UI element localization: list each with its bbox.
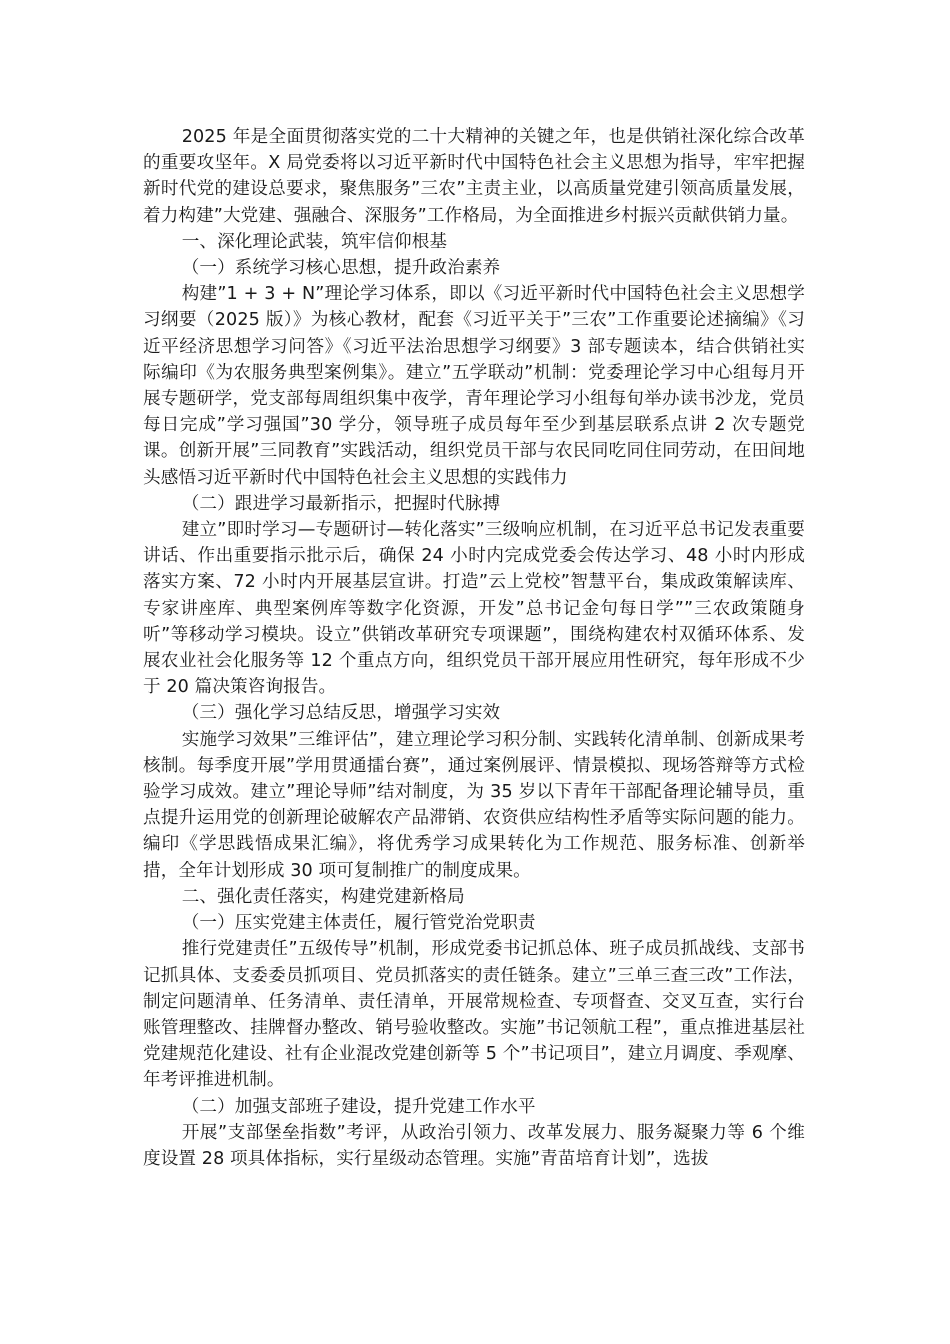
section-heading-1: 一、深化理论武装，筑牢信仰根基 xyxy=(181,231,448,252)
subsection-heading-2-1: （一）压实党建主体责任，履行管党治党职责 xyxy=(181,913,536,934)
body-paragraph-1-1: 构建”1 + 3 + N”理论学习体系，即以《习近平新时代中国特色社会主义思想学习纲要（2025 版）》为核心教材，配套《习近平关于”三农”工作重要论述摘编》《习近平经济思想学习问答》《习近平法治思想学习纲要》3 部专题读本，结合供销社实际编印《为农服务典型案例集》。建立”五学联动”机制：党委理论学习中心组每月开展专题研学，党支部每周组织集中夜学，青年理论学习小组每旬举办读书沙龙，党员每日完成”学习强国”30 学分，领导班子成员每年至少到基层联系点讲 2 次专题党课。创新开展”三同教育”实践活动，组织党员干部与农民同吃同住同劳动，在田间地头感悟习近平新时代中国特色社会主义思想的实践伟力 xyxy=(143,284,805,488)
body-paragraph-2-2: 开展”支部堡垒指数”考评，从政治引领力、改革发展力、服务凝聚力等 6 个维度设置 28 项具体指标，实行星级动态管理。实施”青苗培育计划”，选拔 xyxy=(143,1122,805,1169)
subsection-heading-1-2: （二）跟进学习最新指示，把握时代脉搏 xyxy=(181,493,501,514)
document-body xyxy=(143,124,805,1172)
subsection-heading-1-1: （一）系统学习核心思想，提升政治素养 xyxy=(181,258,501,279)
subsection-heading-2-2: （二）加强支部班子建设，提升党建工作水平 xyxy=(181,1096,536,1117)
body-paragraph-2-1: 推行党建责任”五级传导”机制，形成党委书记抓总体、班子成员抓战线、支部书记抓具体、支委委员抓项目、党员抓落实的责任链条。建立”三单三查三改”工作法，制定问题清单、任务清单、责任清单，开展常规检查、专项督查、交叉互查，实行台账管理整改、挂牌督办整改、销号验收整改。实施”书记领航工程”，重点推进基层社党建规范化建设、社有企业混改党建创新等 5 个”书记项目”，建立月调度、季观摩、年考评推进机制。 xyxy=(143,939,805,1091)
section-heading-2: 二、强化责任落实，构建党建新格局 xyxy=(181,886,465,907)
body-paragraph-1-3: 实施学习效果”三维评估”，建立理论学习积分制、实践转化清单制、创新成果考核制。每季度开展”学用贯通擂台赛”，通过案例展评、情景模拟、现场答辩等方式检验学习成效。建立”理论导师”结对制度，为 35 岁以下青年干部配备理论辅导员，重点提升运用党的创新理论破解农产品滞销、农资供应结构性矛盾等实际问题的能力。编印《学思践悟成果汇编》，将优秀学习成果转化为工作规范、服务标准、创新举措，全年计划形成 30 项可复制推广的制度成果。 xyxy=(143,729,805,881)
intro-paragraph: 2025 年是全面贯彻落实党的二十大精神的关键之年，也是供销社深化综合改革的重要攻坚年。X 局党委将以习近平新时代中国特色社会主义思想为指导，牢牢把握新时代党的建设总要求，聚焦服务”三农”主责主业，以高质量党建引领高质量发展，着力构建”大党建、强融合、深服务”工作格局，为全面推进乡村振兴贡献供销力量。 xyxy=(143,127,805,226)
subsection-heading-1-3: （三）强化学习总结反思，增强学习实效 xyxy=(181,703,501,724)
body-paragraph-1-2: 建立”即时学习—专题研讨—转化落实”三级响应机制，在习近平总书记发表重要讲话、作出重要指示批示后，确保 24 小时内完成党委会传达学习、48 小时内形成落实方案、72 小时内开展基层宣讲。打造”云上党校”智慧平台，集成政策解读库、专家讲座库、典型案例库等数字化资源，开发”总书记金句每日学””三农政策随身听”等移动学习模块。设立”供销改革研究专项课题”，围绕构建农村双循环体系、发展农业社会化服务等 12 个重点方向，组织党员干部开展应用性研究，每年形成不少于 20 篇决策咨询报告。 xyxy=(143,520,805,698)
